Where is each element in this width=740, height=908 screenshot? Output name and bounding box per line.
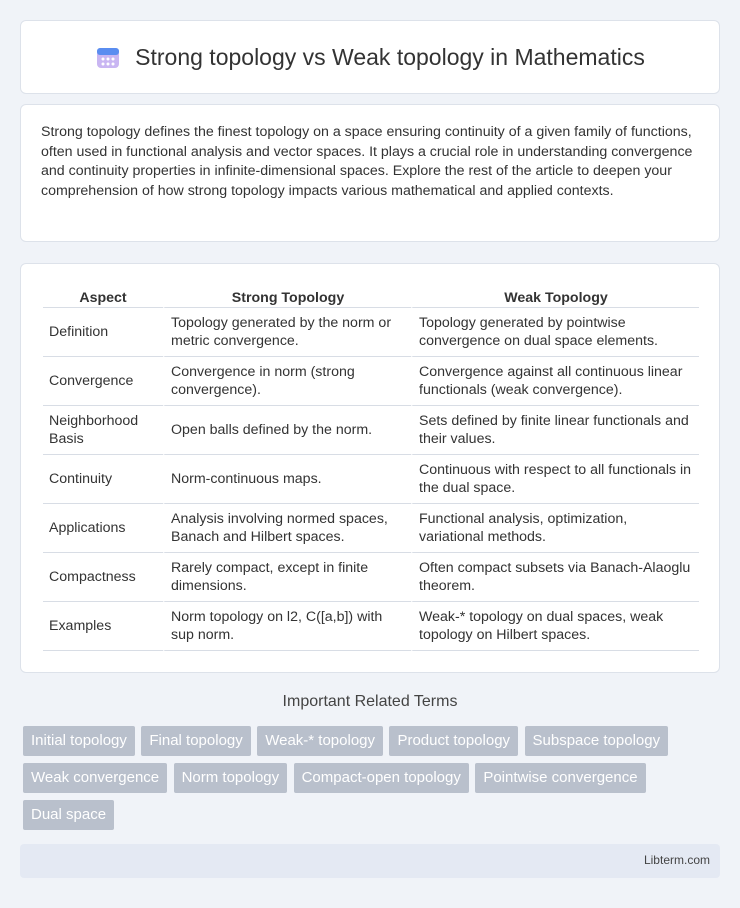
cell-strong: Norm-continuous maps.: [163, 455, 411, 504]
title-card: [20, 20, 720, 94]
cell-strong: Topology generated by the norm or metric convergence.: [163, 308, 411, 357]
cell-weak: Often compact subsets via Banach-Alaoglu theorem.: [411, 553, 699, 602]
cell-weak: Convergence against all continuous linear functionals (weak convergence).: [411, 357, 699, 406]
header-strong: Strong Topology: [163, 286, 411, 308]
cell-weak: Functional analysis, optimization, variational methods.: [411, 504, 699, 553]
comparison-table-card: [20, 263, 720, 673]
cell-weak: Continuous with respect to all functionals in the dual space.: [411, 455, 699, 504]
table-row: [43, 602, 699, 651]
cell-strong: Analysis involving normed spaces, Banach and Hilbert spaces.: [163, 504, 411, 553]
cell-aspect: Convergence: [43, 357, 163, 406]
term-tag[interactable]: Subspace topology: [525, 726, 669, 756]
cell-aspect: Compactness: [43, 553, 163, 602]
intro-card: [20, 104, 720, 242]
header-weak: Weak Topology: [411, 286, 699, 308]
term-tag[interactable]: Product topology: [389, 726, 518, 756]
term-tag[interactable]: Final topology: [141, 726, 250, 756]
term-tag[interactable]: Norm topology: [174, 763, 288, 793]
cell-aspect: Examples: [43, 602, 163, 651]
related-terms-list: [23, 726, 723, 837]
table-row: [43, 357, 699, 406]
cell-strong: Rarely compact, except in finite dimensions.: [163, 553, 411, 602]
table-header-row: [43, 286, 699, 308]
table-row: [43, 455, 699, 504]
term-tag[interactable]: Initial topology: [23, 726, 135, 756]
calendar-icon: [95, 44, 121, 70]
cell-weak: Sets defined by finite linear functionals and their values.: [411, 406, 699, 455]
cell-weak: Weak-* topology on dual spaces, weak topology on Hilbert spaces.: [411, 602, 699, 651]
cell-aspect: Continuity: [43, 455, 163, 504]
footer: [20, 844, 720, 878]
term-tag[interactable]: Weak-* topology: [257, 726, 383, 756]
term-tag[interactable]: Compact-open topology: [294, 763, 469, 793]
comparison-table: [43, 286, 699, 651]
cell-weak: Topology generated by pointwise convergence on dual space elements.: [411, 308, 699, 357]
table-row: [43, 504, 699, 553]
cell-strong: Norm topology on l2, C([a,b]) with sup norm.: [163, 602, 411, 651]
header-aspect: Aspect: [43, 286, 163, 308]
cell-aspect: Applications: [43, 504, 163, 553]
cell-strong: Open balls defined by the norm.: [163, 406, 411, 455]
related-terms-heading: Important Related Terms: [282, 693, 458, 710]
term-tag[interactable]: Weak convergence: [23, 763, 167, 793]
term-tag[interactable]: Pointwise convergence: [475, 763, 645, 793]
cell-aspect: Neighborhood Basis: [43, 406, 163, 455]
table-row: [43, 553, 699, 602]
cell-strong: Convergence in norm (strong convergence).: [163, 357, 411, 406]
footer-brand[interactable]: Libterm.com: [643, 853, 710, 867]
table-row: [43, 406, 699, 455]
intro-text: Strong topology defines the finest topology on a space ensuring continuity of a given family of functions, often used in functional analysis and vector spaces. It plays a crucial role in understanding convergence and continuity properties in infinite-dimensional spaces. Explore the rest of the article to deepen your comprehension of how strong topology impacts various mathematical and applied contexts.: [41, 124, 693, 199]
cell-aspect: Definition: [43, 308, 163, 357]
page-title: Strong topology vs Weak topology in Mathematics: [135, 43, 645, 70]
table-row: [43, 308, 699, 357]
term-tag[interactable]: Dual space: [23, 800, 114, 830]
